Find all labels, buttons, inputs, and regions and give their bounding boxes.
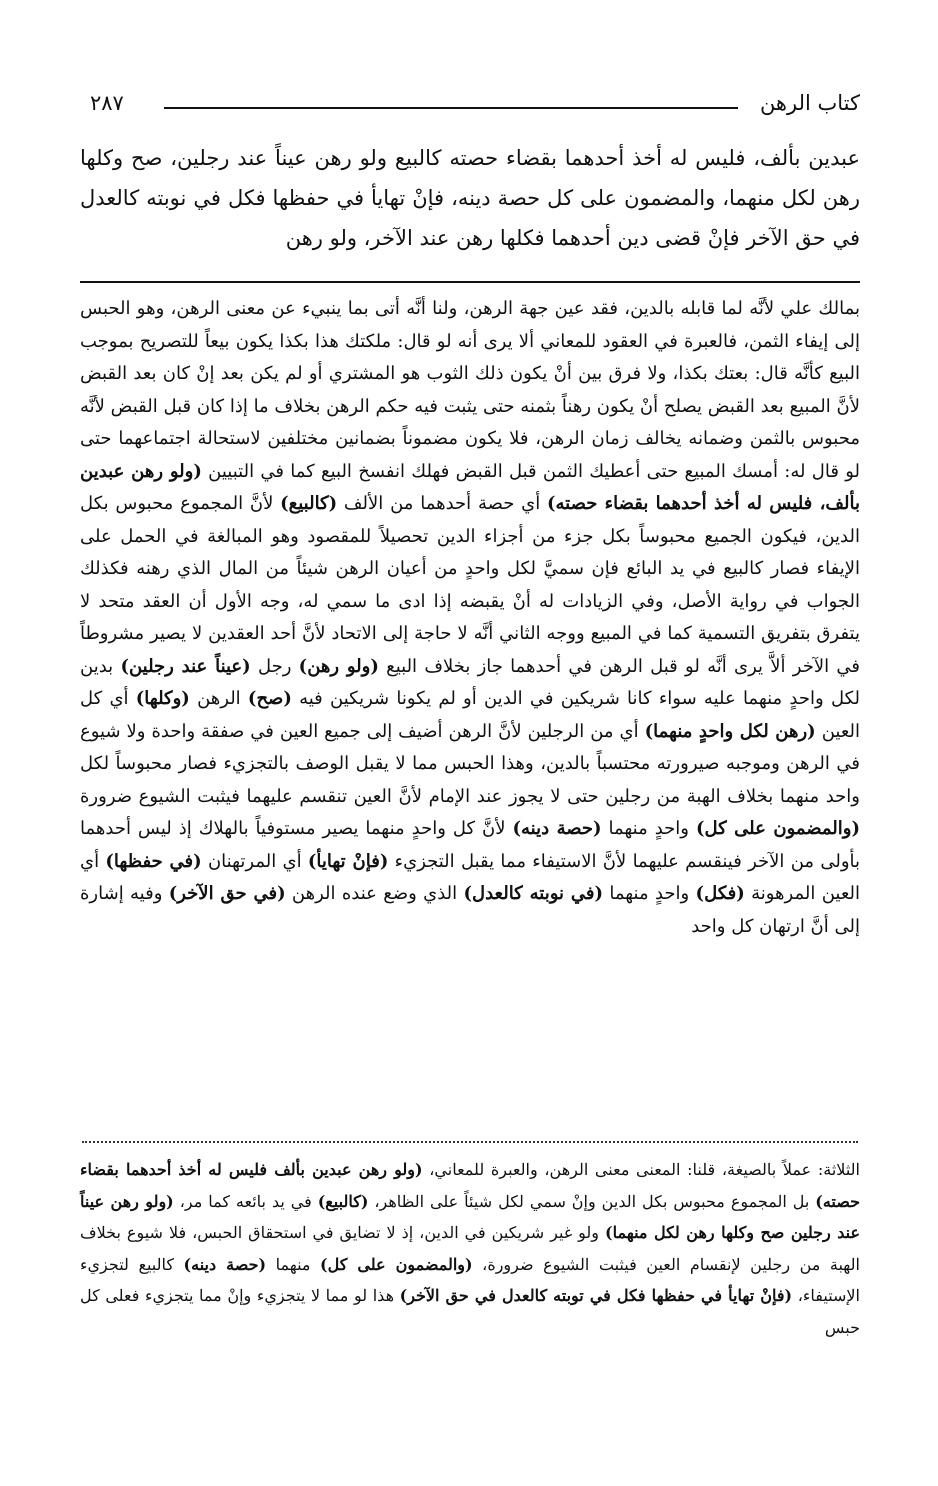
commentary-segment: الذي وضع عنده الرهن (285, 883, 464, 904)
commentary-bold-segment: (ولو رهن) (298, 655, 379, 677)
footnote-segment: هذا لو مما لا يتجزيء وإنْ مما يتجزيء فعلى كل حبس (80, 1286, 860, 1337)
footnote-separator (82, 1141, 858, 1143)
footnote (80, 1154, 860, 1343)
commentary-segment: لأنَّ كل واحدٍ منهما يصير مستوفياً بالهلاك إذ ليس أحدهما بأولى من الآخر فينقسم عليهما لأنَّ الاستيفاء مما يقبل التجزيء (80, 818, 861, 872)
commentary-bold-segment: (وكلها) (135, 688, 190, 709)
commentary-segment: الرهن (189, 688, 248, 709)
commentary-bold-segment: (في نوبته كالعدل) (463, 883, 604, 904)
commentary-bold-segment: (صح) (247, 688, 292, 709)
commentary-bold-segment: (فإنْ تهايأ) (307, 850, 389, 872)
commentary-segment: واحدٍ منهما (603, 883, 696, 904)
main-text-rule (80, 281, 860, 283)
commentary-bold-segment: (عيناً عند رجلين) (120, 655, 251, 677)
footnote-bold-segment: (ولو رهن عيناً عند رجلين صح وكلها رهن لكل منهما) (80, 1191, 861, 1242)
commentary-bold-segment: (كالبيع) (280, 493, 338, 514)
commentary (80, 293, 860, 943)
commentary-bold-segment: (والمضمون على كل) (695, 818, 861, 839)
footnote-segment: الثلاثة: عملاً بالصيغة، قلنا: المعنى معنى الرهن، والعبرة للمعاني، (422, 1160, 861, 1179)
commentary-segment: أي المرتهنان (201, 850, 308, 872)
main-text (80, 138, 860, 258)
footnote-bold-segment: (فإنْ تهايأ في حفظها فكل في توبته كالعدل في حق الآخر) (399, 1286, 793, 1305)
commentary-segment: أي كل العين (80, 688, 861, 742)
page-header (90, 88, 860, 122)
footnote-segment: في يد بائعه كما مر، (173, 1191, 318, 1211)
main-text-paragraph: عبدين بألف، فليس له أخذ أحدهما بقضاء حصته كالبيع ولو رهن عيناً عند رجلين، صح وكلها رهن لكل منهما، والمضمون على كل حصة دينه، فإنْ تهايأ في حفظها فكل في نوبته كالعدل في حق الآخر فإنْ قضى دين أحدهما فكلها رهن عند الآخر، ولو رهن (80, 146, 860, 250)
header-rule (164, 107, 738, 109)
commentary-bold-segment: (رهن لكل واحدٍ منهما) (644, 720, 816, 742)
commentary-bold-segment: (في حفظها) (105, 850, 202, 872)
commentary-segment: وفيه إشارة إلى أنَّ ارتهان كل واحد (80, 883, 860, 937)
footnote-paragraph (80, 1154, 860, 1343)
commentary-segment: واحدٍ منهما (601, 818, 696, 839)
footnote-segment: بل المجموع محبوس بكل الدين وإنْ سمي لكل شيئاً على الظاهر، (368, 1191, 816, 1211)
commentary-segment: أي من الرجلين لأنَّ الرهن أضيف إلى جميع العين في صفقة واحدة ولا شيوع في الرهن وموجبه صيرورته محتسباً بالدين، وهذا الحبس مما لا يقبل الوصف بالتجزيء فصار محبوساً لكل واحد منهما بخلاف الهبة من رجلين حتى لا يجوز عند الإمام لأنَّ العين تنقسم عليهما فيثبت الشيوع ضرورة (80, 720, 860, 807)
commentary-segment: أي حصة أحدهما من الألف (337, 493, 547, 514)
footnote-segment: منهما (266, 1254, 321, 1274)
commentary-segment: لأنَّ المجموع محبوس بكل الدين، فيكون الجميع محبوساً بكل جزء من أجزاء الدين تحصيلاً للمقصود وهو المبالغة في الحمل على الإيفاء فصار كالبيع في يد البائع فإن سميَّ لكل واحدٍ من أعيان الرهن شيئاً من المال الذي رهنه فكذلك الجواب في رواية الأصل، وفي الزيادات له أنْ يقبضه إذا ادى ما سمي له، وجه الأول أن العقد متحد لا يتفرق بتفريق التسمية كما في المبيع ووجه الثاني أنَّه لا حاجة إلى الاتحاد لأنَّ أحد العقدين لا يصير مشروطاً في الآخر ألاَّ يرى أنَّه لو قبل الرهن في أحدهما جاز بخلاف البيع (80, 493, 860, 677)
commentary-segment: بمالك علي لأنَّه لما قابله بالدين، فقد عين جهة الرهن، ولنا أنَّه أتى بما ينبيء عن معنى الرهن، وهو الحبس إلى إيفاء الثمن، فالعبرة في العقود للمعاني ألا يرى أنه لو قال: ملكتك هذا بكذا يكون بيعاً للتصريح بموجب البيع كأنَّه قال: بعتك بكذا، ولا فرق بين أنْ يكون ذلك الثوب هو المشتري أو لم يكن بعد إنْ كان بعد القبض لأنَّ المبيع بعد القبض يصلح أنْ يكون رهناً بثمنه حتى يثبت فيه حكم الرهن بخلاف ما إذا كان قبل القبض لأنَّه محبوس بالثمن وضمانه يخالف زمان الرهن، فلا يكون مضموناً بضمانين مختلفين لاستحالة اجتماعهما حتى لو قال له: أمسك المبيع حتى أعطيك الثمن قبل القبض فهلك انفسخ البيع كما في التبيين (80, 298, 860, 482)
commentary-bold-segment: (حصة دينه) (512, 818, 602, 839)
footnote-bold-segment: (والمضمون على كل) (320, 1254, 473, 1274)
commentary-segment: رجل (250, 655, 299, 677)
commentary-paragraph (80, 293, 860, 943)
commentary-segment: أي العين المرهونة (80, 850, 860, 904)
commentary-bold-segment: (فكل) (695, 883, 745, 904)
commentary-bold-segment: (ولو رهن عبدين بألف، فليس له أخذ أحدهما بقضاء حصته) (80, 460, 860, 514)
footnote-segment: ولو غير شريكين في الدين، إذ لا تضايق في استحقاق الحبس، فلا شيوع بخلاف الهبة من رجلين لإنقسام العين فيثبت الشيوع ضرورة، (80, 1223, 861, 1274)
commentary-segment: بدين لكل واحدٍ منهما عليه سواء كانا شريكين في الدين أو لم يكونا شريكين فيه (80, 655, 861, 709)
chapter-title: كتاب الرهن (759, 91, 860, 115)
page-number: ٢٨٧ (90, 91, 124, 115)
commentary-bold-segment: (في حق الآخر) (168, 883, 286, 904)
footnote-segment: كالبيع لتجزيء الإستيفاء، (80, 1254, 861, 1305)
footnote-bold-segment: (ولو رهن عبدين بألف فليس له أخذ أحدهما بقضاء حصته) (80, 1160, 861, 1211)
footnote-bold-segment: (حصة دينه) (183, 1254, 267, 1274)
footnote-bold-segment: (كالبيع) (317, 1191, 369, 1211)
